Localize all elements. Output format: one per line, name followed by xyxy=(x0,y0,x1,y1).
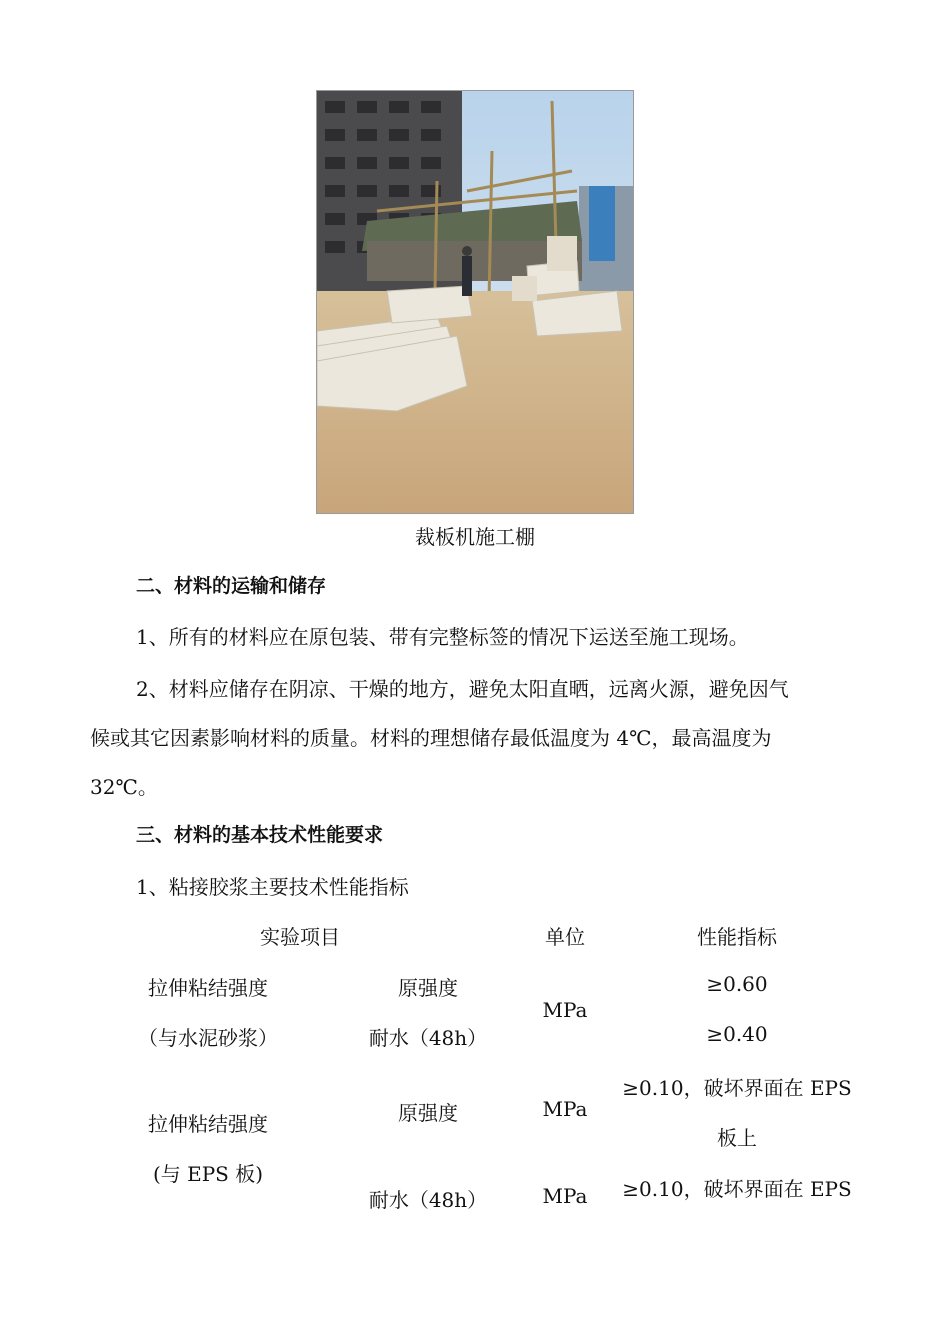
table-cell-value: ≥0.10，破坏界面在 EPS xyxy=(622,1177,852,1201)
paragraph-line: 候或其它因素影响材料的质量。材料的理想储存最低温度为 4℃，最高温度为 xyxy=(90,726,772,750)
table-cell-value: ≥0.10，破坏界面在 EPS xyxy=(622,1076,852,1100)
table-cell-condition: 耐水（48h） xyxy=(368,1026,488,1050)
paragraph-line: 2、材料应储存在阴凉、干燥的地方，避免太阳直晒，远离火源，避免因气 xyxy=(136,677,789,701)
table-header-spec: 性能指标 xyxy=(697,925,777,949)
construction-site-illustration xyxy=(317,91,634,514)
table-cell-item: (与 EPS 板) xyxy=(152,1162,264,1186)
table-cell-value: 板上 xyxy=(717,1126,757,1150)
table-cell-item: （与水泥砂浆） xyxy=(138,1026,278,1050)
table-cell-item: 拉伸粘结强度 xyxy=(148,976,268,1000)
table-header-unit: 单位 xyxy=(545,925,585,949)
table-cell-unit: MPa xyxy=(542,1097,588,1121)
table-cell-condition: 原强度 xyxy=(398,1101,458,1125)
section-heading-tech: 三、材料的基本技术性能要求 xyxy=(136,824,384,846)
table-cell-item: 拉伸粘结强度 xyxy=(148,1112,268,1136)
construction-site-photo xyxy=(316,90,634,514)
table-cell-unit: MPa xyxy=(542,998,588,1022)
table-header-item: 实验项目 xyxy=(260,925,340,949)
paragraph-line: 32℃。 xyxy=(90,775,158,799)
table-cell-condition: 原强度 xyxy=(398,976,458,1000)
section-heading-transport: 二、材料的运输和储存 xyxy=(136,575,327,597)
photo-caption: 裁板机施工棚 xyxy=(415,525,535,549)
paragraph-line: 1、所有的材料应在原包装、带有完整标签的情况下运送至施工现场。 xyxy=(136,625,749,649)
table-cell-condition: 耐水（48h） xyxy=(368,1188,488,1212)
table-cell-unit: MPa xyxy=(542,1184,588,1208)
table-cell-value: ≥0.60 xyxy=(706,972,768,996)
subheading: 1、粘接胶浆主要技术性能指标 xyxy=(136,875,409,899)
table-cell-value: ≥0.40 xyxy=(706,1022,768,1046)
